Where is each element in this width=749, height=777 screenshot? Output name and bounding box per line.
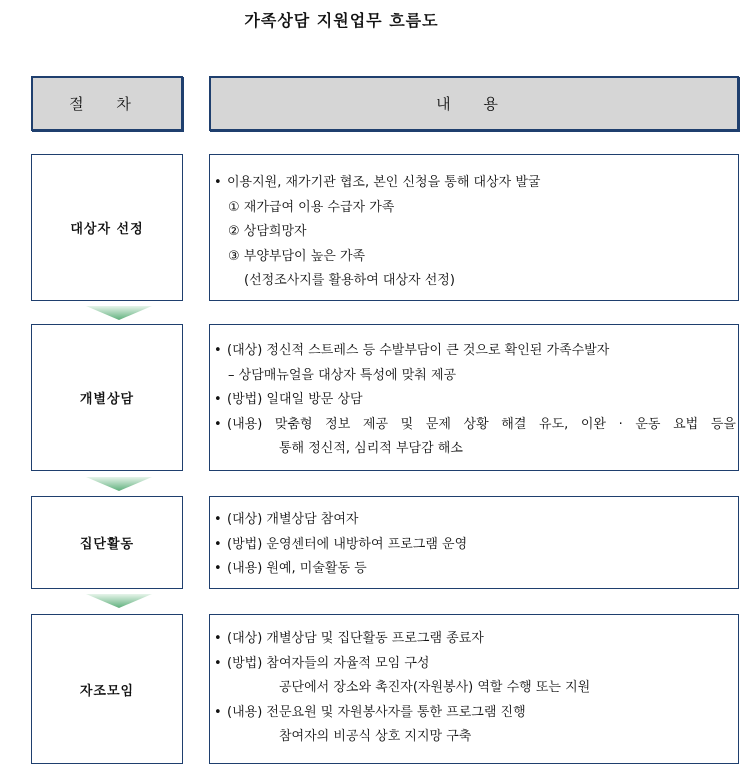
sub-item: (선정조사지를 활용하여 대상자 선정) (244, 273, 455, 288)
step-label: 집단활동 (79, 537, 135, 552)
step-box-group-activity (31, 496, 183, 589)
header-procedure (31, 76, 183, 131)
bullet-item: • (대상) 개별상담 및 집단활동 프로그램 종료자 (214, 627, 738, 652)
header-content (209, 76, 739, 131)
content-box-self-help-group (209, 614, 739, 764)
sub-item: 참여자의 비공식 상호 지지망 구축 (279, 729, 472, 744)
down-arrow-1 (86, 303, 152, 321)
bullet-item: • (대상) 정신적 스트레스 등 수발부담이 큰 것으로 확인된 가족수발자 (214, 339, 738, 364)
bullet-item: • (방법) 운영센터에 내방하여 프로그램 운영 (214, 533, 738, 558)
step-box-selection (31, 154, 183, 301)
header-procedure-label: 절 차 (69, 95, 145, 113)
justified-text: • (내용) 맞춤형 정보 제공 및 문제 상황 해결 유도, 이완 · 운동 요법 등을 (227, 416, 736, 432)
down-arrow-3 (86, 591, 152, 609)
step-label: 자조모임 (79, 683, 135, 699)
sub-item: 공단에서 장소와 촉진자(자원봉사) 역할 수행 또는 지원 (279, 680, 591, 695)
sub-item: ② 상담희망자 (228, 224, 307, 239)
step-box-individual-counseling (31, 324, 183, 471)
bullet-item: • (내용) 원예, 미술활동 등 (214, 557, 738, 582)
diagram-title: 가족상담 지원업무 흐름도 (244, 11, 439, 30)
bullet-item: • (내용) 전문요원 및 자원봉사자를 통한 프로그램 진행 (214, 701, 738, 726)
step-box-self-help-group (31, 614, 183, 764)
header-content-label: 내 용 (436, 95, 512, 113)
content-box-group-activity (209, 496, 739, 589)
sub-item: ③ 부양부담이 높은 가족 (228, 248, 366, 264)
down-arrow-2 (86, 474, 152, 492)
bullet-item: • 이용지원, 재가기관 협조, 본인 신청을 통해 대상자 발굴 (214, 171, 738, 196)
sub-item: – 상담매뉴얼을 대상자 특성에 맞춰 제공 (228, 367, 457, 383)
content-box-selection (209, 154, 739, 301)
sub-item: 통해 정신적, 심리적 부담감 해소 (279, 441, 463, 456)
step-label: 개별상담 (79, 392, 135, 407)
sub-item: ① 재가급여 이용 수급자 가족 (228, 199, 395, 215)
bullet-item: • (방법) 참여자들의 자율적 모임 구성 (214, 652, 738, 677)
bullet-item: • (방법) 일대일 방문 상담 (214, 388, 738, 413)
bullet-item (214, 413, 738, 438)
content-box-individual-counseling (209, 324, 739, 471)
step-label: 대상자 선정 (70, 222, 144, 237)
bullet-item: • (대상) 개별상담 참여자 (214, 508, 738, 533)
